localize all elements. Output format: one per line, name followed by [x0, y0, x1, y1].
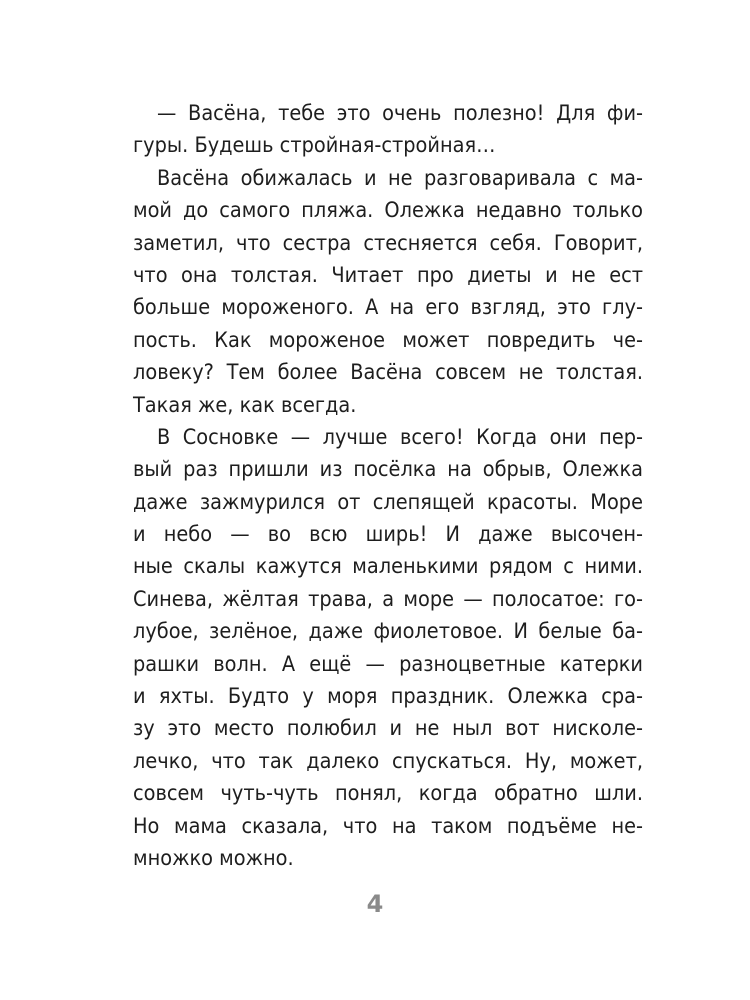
text-line: ловеку? Тем более Васёна совсем не толстая.: [133, 360, 643, 386]
text-line: рашки волн. А ещё — разноцветные катерки: [133, 651, 643, 677]
text-line: — Васёна, тебе это очень полезно! Для фи-: [157, 101, 643, 126]
text-line: ные скалы кажутся маленькими рядом с ними.: [133, 554, 643, 580]
text-line: гуры. Будешь стройная-стройная…: [133, 133, 496, 159]
text-line: больше мороженого. А на его взгляд, это глу-: [133, 295, 643, 321]
text-line: что она толстая. Читает про диеты и не ест: [133, 262, 643, 288]
text-line: Такая же, как всегда.: [133, 392, 357, 418]
text-line: В Сосновке — лучше всего! Когда они пер-: [157, 424, 643, 450]
text-line: даже зажмурился от слепящей красоты. Море: [133, 489, 643, 515]
text-line: лубое, зелёное, даже фиолетовое. И белые ба-: [133, 619, 643, 645]
text-line: мой до самого пляжа. Олежка недавно только: [133, 198, 643, 224]
text-line: Синева, жёлтая трава, а море — полосатое: го-: [133, 586, 643, 612]
body-text: [133, 98, 643, 875]
text-line: Но мама сказала, что на таком подъёме не-: [133, 813, 643, 839]
text-line: Васёна обижалась и не разговаривала с ма-: [157, 165, 643, 191]
page-number: 4: [366, 890, 384, 918]
text-line: заметил, что сестра стесняется себя. Говорит,: [133, 230, 643, 256]
paragraph: [133, 98, 643, 163]
text-line: совсем чуть-чуть понял, когда обратно шли.: [133, 781, 643, 807]
paragraph: [133, 163, 643, 422]
text-line: и небо — во всю ширь! И даже высочен-: [133, 522, 643, 548]
paragraph: [133, 422, 643, 875]
text-line: лечко, что так далеко спускаться. Ну, может,: [133, 748, 643, 774]
text-line: вый раз пришли из посёлка на обрыв, Олежка: [133, 457, 643, 483]
text-line: множко можно.: [133, 845, 294, 871]
text-line: зу это место полюбил и не ныл вот нисколе-: [133, 716, 643, 742]
text-line: и яхты. Будто у моря праздник. Олежка сра-: [133, 684, 643, 710]
text-line: пость. Как мороженое может повредить че-: [133, 327, 643, 353]
